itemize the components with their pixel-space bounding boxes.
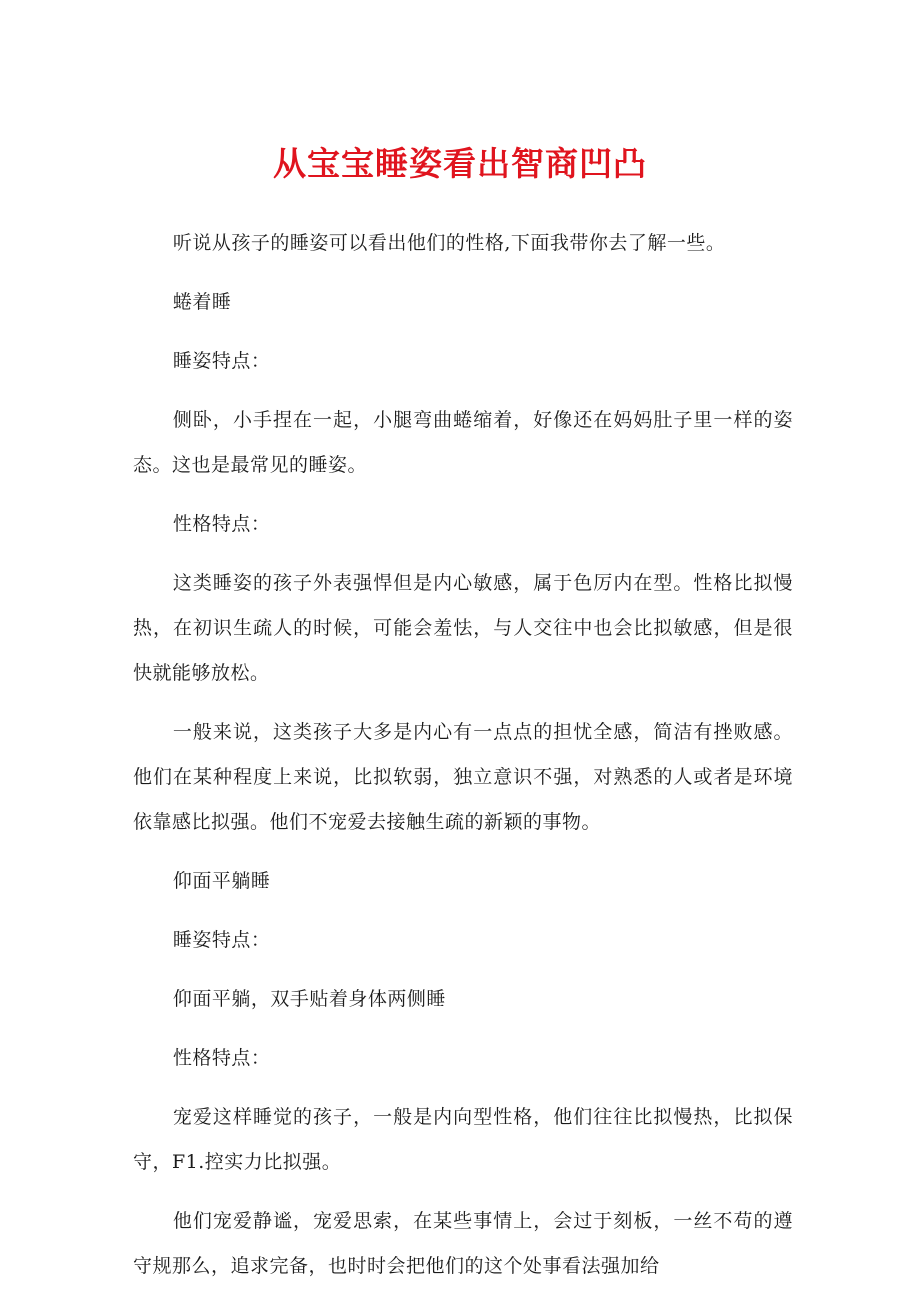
paragraph: 听说从孩子的睡姿可以看出他们的性格,下面我带你去了解一些。 — [172, 232, 726, 254]
subheading: 睡姿特点： — [172, 350, 271, 372]
paragraph: 他们宠爱静谧，宠爱思索，在某些事情上，会过于刻板，一丝不苟的遵守规那么，追求完备，也时时会把他们的这个处事看法强加给 — [133, 1210, 793, 1277]
section-heading: 仰面平躺睡 — [172, 870, 271, 892]
subheading: 性格特点： — [172, 1047, 271, 1069]
subheading: 性格特点： — [172, 513, 271, 535]
paragraph: 一般来说，这类孩子大多是内心有一点点的担忧全感，简洁有挫败感。他们在某种程度上来说，比拟软弱，独立意识不强，对熟悉的人或者是环境依靠感比拟强。他们不宠爱去接触生疏的新颖的事物。 — [133, 721, 793, 833]
paragraph: 这类睡姿的孩子外表强悍但是内心敏感，属于色厉内在型。性格比拟慢热，在初识生疏人的时候，可能会羞怯，与人交往中也会比拟敏感，但是很快就能够放松。 — [133, 572, 793, 684]
page-title: 从宝宝睡姿看出智商凹凸 — [273, 144, 647, 183]
subheading: 睡姿特点： — [172, 929, 271, 951]
paragraph: 侧卧，小手捏在一起，小腿弯曲蜷缩着，好像还在妈妈肚子里一样的姿态。这也是最常见的睡姿。 — [133, 409, 793, 476]
section-heading: 蜷着睡 — [172, 291, 232, 313]
document-body — [133, 221, 793, 1303]
paragraph: 宠爱这样睡觉的孩子，一般是内向型性格，他们往往比拟慢热，比拟保守，F1.控实力比拟强。 — [133, 1106, 793, 1173]
paragraph: 仰面平躺，双手贴着身体两侧睡 — [172, 988, 446, 1010]
